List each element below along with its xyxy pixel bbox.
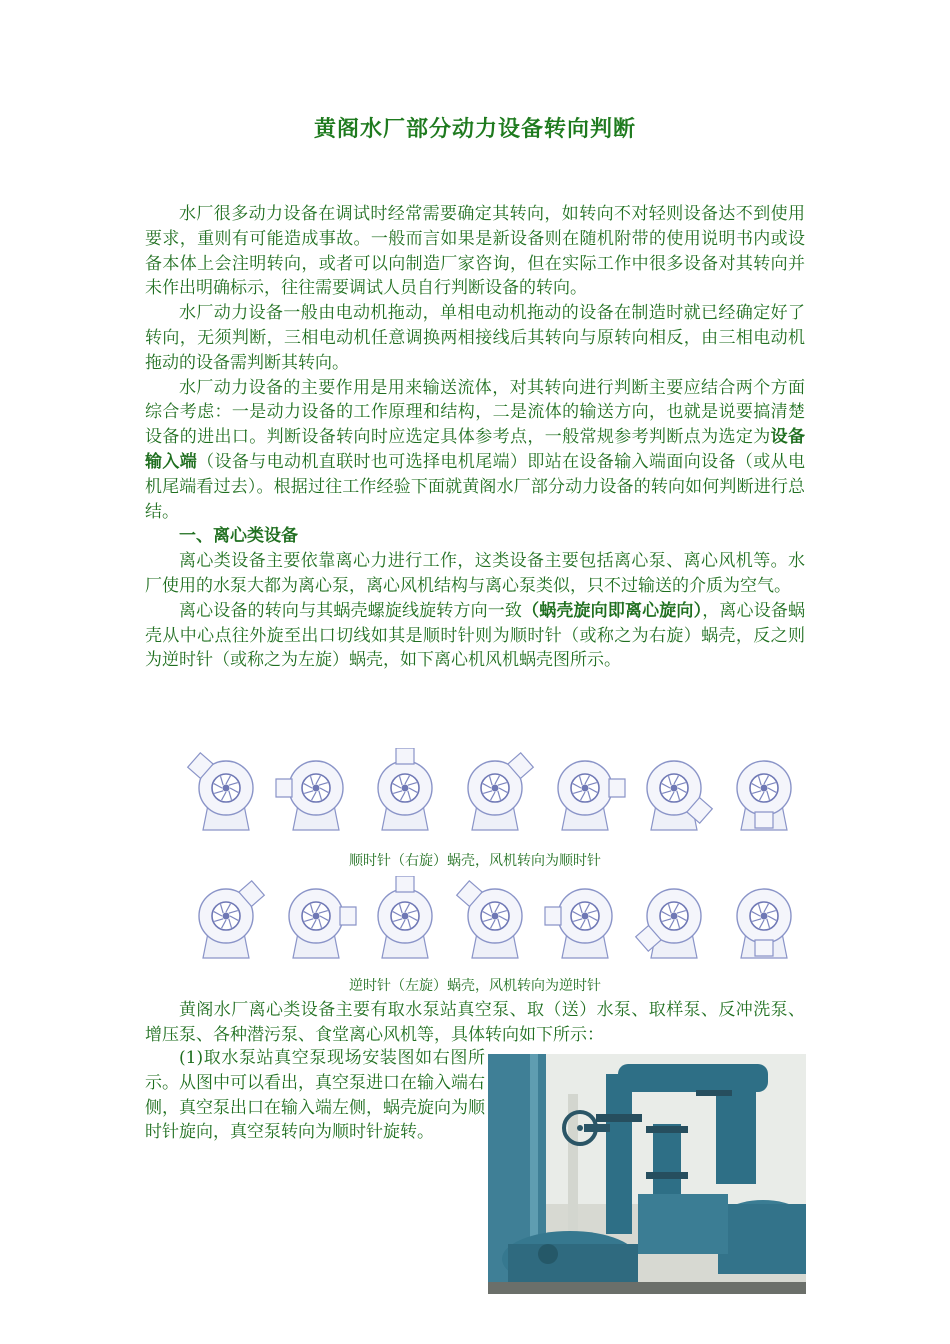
- clockwise-fan-diagram-5: [544, 748, 626, 838]
- vacuum-pump-photo: [488, 1054, 806, 1294]
- clockwise-fan-diagram-7: [723, 748, 805, 838]
- counterclockwise-fan-diagram-3: [364, 876, 446, 966]
- section-heading-centrifugal: 一、离心类设备: [179, 526, 298, 547]
- counterclockwise-fan-diagram-6: [633, 876, 715, 966]
- input-end-emphasis: 设备输入端: [145, 427, 806, 472]
- paragraph-4: 离心类设备主要依靠离心力进行工作，这类设备主要包括离心泵、离心风机等。水厂使用的水泵大都为离心泵，离心风机结构与离心泵类似，只不过输送的介质为空气。: [145, 551, 805, 596]
- paragraph-5: [145, 599, 805, 673]
- paragraph-2: 水厂动力设备一般由电动机拖动，单相电动机拖动的设备在制造时就已经确定好了转向，无须判断，三相电动机任意调换两相接线后其转向与原转向相反，由三相电动机拖动的设备需判断其转向。: [145, 303, 805, 373]
- clockwise-fan-diagram-2: [275, 748, 357, 838]
- counterclockwise-fan-row: [185, 876, 805, 966]
- counterclockwise-caption: 逆时针（左旋）蜗壳，风机转向为逆时针: [349, 978, 601, 994]
- body-text-block-2: [145, 998, 805, 1048]
- clockwise-fan-diagram-6: [633, 748, 715, 838]
- paragraph-1: 水厂很多动力设备在调试时经常需要确定其转向，如转向不对轻则设备达不到使用要求，重则有可能造成事故。一般而言如果是新设备则在随机附带的使用说明书内或设备本体上会注明转向，或者可以向制造厂家咨询，但在实际工作中很多设备对其转向并未作出明确标示，往往需要调试人员自行判断设备的转向。: [145, 204, 805, 299]
- paragraph-5-text-c: ，离心设备蜗壳从中心点往外旋至出口切线如其是顺时针则为顺时针（或称之为右旋）蜗壳，反之则为逆时针（或称之为左旋）蜗壳，如下离心机风机蜗壳图所示。: [145, 600, 806, 671]
- paragraph-3: [145, 376, 805, 525]
- vacuum-pump-photo-svg: [488, 1054, 806, 1294]
- page-title: 黄阁水厂部分动力设备转向判断: [313, 117, 636, 142]
- paragraph-6: 黄阁水厂离心类设备主要有取水泵站真空泵、取（送）水泵、取样泵、反冲洗泵、增压泵、各种潜污泵、食堂离心风机等，具体转向如下所示：: [145, 1000, 805, 1045]
- counterclockwise-fan-diagram-2: [275, 876, 357, 966]
- counterclockwise-fan-diagram-5: [544, 876, 626, 966]
- clockwise-fan-diagram-1: [185, 748, 267, 838]
- paragraph-5-text-a: 离心设备的转向与其蜗壳螺旋线旋转方向一致: [179, 600, 523, 621]
- clockwise-fan-row: [185, 748, 805, 838]
- clockwise-fan-diagram-4: [454, 748, 536, 838]
- counterclockwise-fan-diagram-1: [185, 876, 267, 966]
- counterclockwise-fan-diagram-4: [454, 876, 536, 966]
- volute-direction-emphasis: （蜗壳旋向即离心旋向）: [522, 600, 703, 621]
- paragraph-3-text-a: 水厂动力设备的主要作用是用来输送流体，对其转向进行判断主要应结合两个方面综合考虑：一是动力设备的工作原理和结构，二是流体的输送方向，也就是说要搞清楚设备的进出口。判断设备转向时应选定具体参考点，一般常规参考判断点为选定为: [145, 377, 805, 448]
- paragraph-7: [145, 1046, 485, 1145]
- counterclockwise-fan-diagram-7: [723, 876, 805, 966]
- paragraph-3-text-c: （设备与电动机直联时也可选择电机尾端）即站在设备输入端面向设备（或从电机尾端看过去）。根据过往工作经验下面就黄阁水厂部分动力设备的转向如何判断进行总结。: [145, 451, 806, 522]
- body-text-block-1: [145, 202, 805, 673]
- clockwise-fan-diagram-3: [364, 748, 446, 838]
- clockwise-caption: 顺时针（右旋）蜗壳，风机转向为顺时针: [349, 853, 601, 869]
- paragraph-7-text: (1)取水泵站真空泵现场安装图如右图所示。从图中可以看出，真空泵进口在输入端右侧，真空泵出口在输入端左侧，蜗壳旋向为顺时针旋向，真空泵转向为顺时针旋转。: [145, 1048, 485, 1143]
